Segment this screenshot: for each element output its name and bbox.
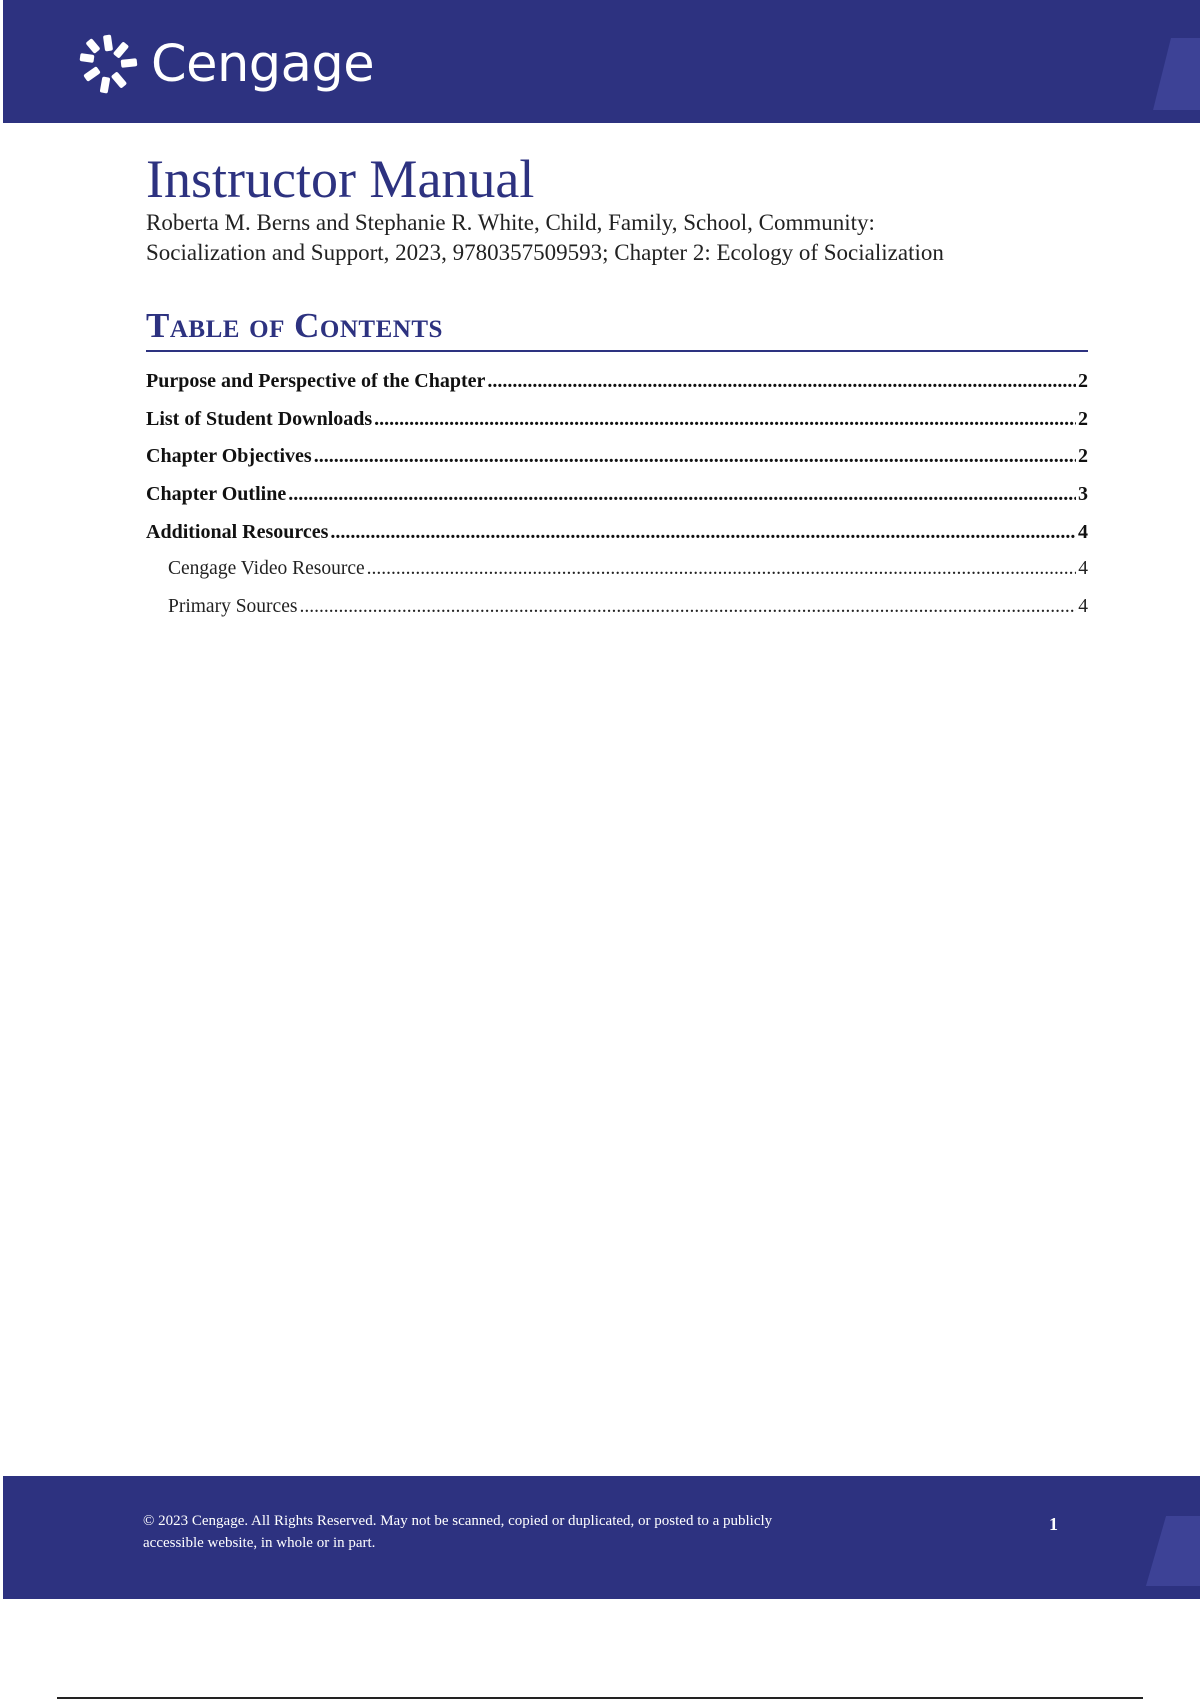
header-corner-decoration	[1153, 38, 1200, 110]
toc-leader-dots	[367, 557, 1077, 581]
subtitle-line: Socialization and Support, 2023, 9780357509593; Chapter 2: Ecology of Socialization	[146, 240, 944, 265]
toc-leader-dots	[299, 595, 1076, 619]
page-number: 1	[1049, 1514, 1058, 1534]
toc-entry-student-downloads[interactable]	[146, 407, 1088, 445]
toc-entry-page: 2	[1078, 407, 1088, 430]
cengage-burst-icon	[77, 32, 141, 96]
toc-entry-page: 4	[1078, 596, 1088, 618]
toc-leader-dots	[487, 369, 1076, 393]
toc-heading: Table of Contents	[146, 306, 1088, 352]
toc-entry-page: 2	[1078, 445, 1088, 468]
toc-leader-dots	[314, 444, 1076, 468]
footer-corner-decoration	[1146, 1516, 1200, 1586]
copyright-line: accessible website, in whole or in part.	[143, 1535, 376, 1551]
header-banner	[3, 0, 1200, 123]
toc-entry-page: 4	[1078, 558, 1088, 580]
copyright-notice	[143, 1510, 863, 1554]
document-title: Instructor Manual	[146, 149, 535, 209]
toc-entry-label: Chapter Objectives	[146, 445, 312, 468]
toc-entry-label: List of Student Downloads	[146, 407, 373, 430]
footer-banner	[3, 1476, 1200, 1599]
document-subtitle	[146, 208, 1046, 268]
toc-entry-additional-resources[interactable]	[146, 520, 1088, 558]
page-bottom-rule	[57, 1697, 1143, 1699]
toc-entry-page: 4	[1078, 520, 1088, 543]
toc-leader-dots	[288, 482, 1076, 506]
toc-entry-outline[interactable]	[146, 482, 1088, 520]
toc-entry-primary-sources[interactable]	[146, 595, 1088, 633]
toc-entry-label: Cengage Video Resource	[168, 558, 365, 580]
toc-entry-video-resource[interactable]	[146, 557, 1088, 595]
subtitle-line: Roberta M. Berns and Stephanie R. White, Child, Family, School, Community:	[146, 210, 875, 235]
toc-entry-page: 3	[1078, 483, 1088, 506]
cengage-logo	[77, 32, 374, 96]
toc-entry-label: Purpose and Perspective of the Chapter	[146, 370, 486, 392]
toc-leader-dots	[374, 407, 1076, 431]
copyright-line: © 2023 Cengage. All Rights Reserved. May not be scanned, copied or duplicated, or posted to a publicly	[143, 1513, 773, 1529]
toc-leader-dots	[330, 520, 1076, 544]
toc-entry-purpose[interactable]	[146, 369, 1088, 407]
toc-entry-label: Primary Sources	[168, 596, 298, 618]
table-of-contents	[146, 369, 1088, 633]
toc-entry-label: Chapter Outline	[146, 483, 287, 506]
toc-entry-page: 2	[1078, 370, 1088, 392]
brand-name: Cengage	[151, 34, 375, 94]
toc-entry-label: Additional Resources	[146, 520, 329, 543]
toc-entry-objectives[interactable]	[146, 444, 1088, 482]
